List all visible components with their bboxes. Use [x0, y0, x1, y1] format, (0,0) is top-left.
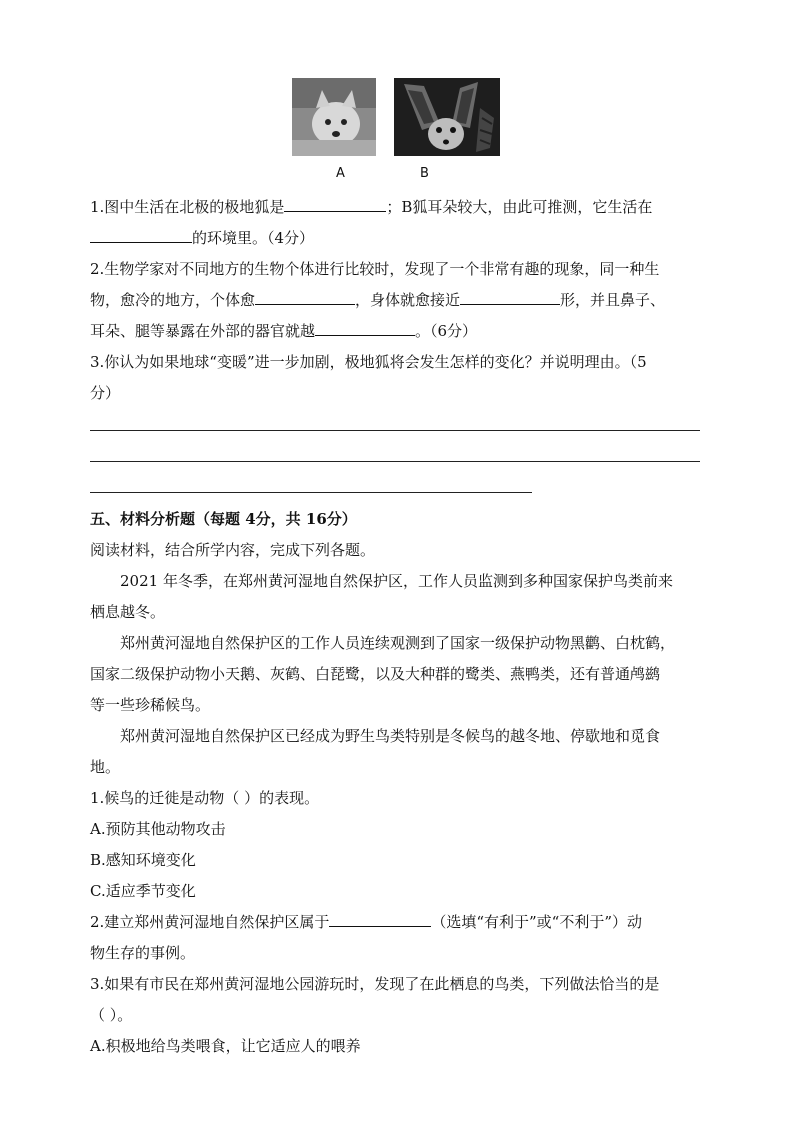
- s5-q1-option-b[interactable]: B.感知环境变化: [90, 851, 196, 869]
- figure-caption-a: A: [336, 166, 345, 181]
- figure-caption-b: B: [420, 166, 429, 181]
- s5-question-1: 1.候鸟的迁徙是动物（ ）的表现。: [90, 789, 320, 807]
- q4-q1-text-a: 1.图中生活在北极的极地狐是: [90, 198, 285, 216]
- s5-question-3-line-1: 3.如果有市民在郑州黄河湿地公园游玩时，发现了在此栖息的鸟类，下列做法恰当的是: [90, 975, 660, 993]
- s5-q1-option-a[interactable]: A.预防其他动物攻击: [90, 820, 226, 838]
- fox-figure-row: [292, 78, 502, 181]
- q4-q2-blank-3[interactable]: [315, 321, 415, 336]
- section-5-title: 五、材料分析题（每题 4分，共 16分）: [90, 510, 357, 528]
- q4-q1-blank-1[interactable]: [284, 197, 386, 212]
- q4-question-2-line-3: [90, 320, 477, 342]
- q4-question-3-line-1: 3.你认为如果地球“变暖”进一步加剧，极地狐将会发生怎样的变化？并说明理由。（5: [90, 353, 647, 371]
- s5-q2-text-a: 2.建立郑州黄河湿地自然保护区属于: [90, 913, 330, 931]
- s5-question-2-line-1: [90, 911, 642, 933]
- material-paragraph-2-line-1: 郑州黄河湿地自然保护区的工作人员连续观测到了国家一级保护动物黑鹳、白枕鹤，: [120, 634, 676, 652]
- q4-q2-text-c: 形，并且鼻子、: [560, 291, 666, 309]
- s5-question-3-line-2: （ ）。: [90, 1006, 133, 1024]
- q4-q2-text-a: 物，愈冷的地方，个体愈: [90, 291, 256, 309]
- s5-q3-option-a[interactable]: A.积极地给鸟类喂食，让它适应人的喂养: [90, 1037, 361, 1055]
- material-paragraph-2-line-3: 等一些珍稀候鸟。: [90, 696, 211, 714]
- q4-q2-blank-2[interactable]: [460, 290, 560, 305]
- material-paragraph-1-line-1: 2021 年冬季，在郑州黄河湿地自然保护区，工作人员监测到多种国家保护鸟类前来: [120, 572, 673, 590]
- material-paragraph-3-line-1: 郑州黄河湿地自然保护区已经成为野生鸟类特别是冬候鸟的越冬地、停歇地和觅食: [120, 727, 661, 745]
- answer-line-1[interactable]: [90, 430, 700, 431]
- q4-question-1-line-1: [90, 196, 652, 218]
- material-paragraph-2-line-2: 国家二级保护动物小天鹅、灰鹤、白琵鹭，以及大种群的鹭类、燕鸭类，还有普通鸬鹚: [90, 665, 661, 683]
- q4-question-2-line-2: [90, 289, 665, 311]
- q4-q1-text-c: 的环境里。（4分）: [192, 229, 315, 247]
- material-paragraph-1-line-2: 栖息越冬。: [90, 603, 166, 621]
- material-paragraph-3-line-2: 地。: [90, 758, 121, 776]
- arctic-fox-photo: [292, 78, 376, 156]
- q4-q1-text-b: ；B狐耳朵较大，由此可推测，它生活在: [386, 198, 653, 216]
- s5-q2-blank[interactable]: [329, 912, 431, 927]
- q4-q2-blank-1[interactable]: [255, 290, 355, 305]
- answer-line-3[interactable]: [90, 492, 532, 493]
- q4-q1-blank-2[interactable]: [90, 228, 192, 243]
- q4-q2-text-d: 耳朵、腿等暴露在外部的器官就越: [90, 322, 316, 340]
- answer-line-2[interactable]: [90, 461, 700, 462]
- fennec-fox-photo: [394, 78, 500, 156]
- s5-question-2-line-2: 物生存的事例。: [90, 944, 196, 962]
- s5-q1-option-c[interactable]: C.适应季节变化: [90, 882, 196, 900]
- q4-question-2-line-1: 2.生物学家对不同地方的生物个体进行比较时，发现了一个非常有趣的现象，同一种生: [90, 260, 660, 278]
- section-5-intro: 阅读材料，结合所学内容，完成下列各题。: [90, 541, 376, 559]
- q4-question-3-line-2: 分）: [90, 384, 121, 402]
- q4-q2-text-e: 。（6分）: [415, 322, 478, 340]
- q4-q2-text-b: ，身体就愈接近: [355, 291, 461, 309]
- q4-question-1-line-2: [90, 227, 314, 249]
- s5-q2-text-b: （选填“有利于”或“不利于”）动: [431, 913, 643, 931]
